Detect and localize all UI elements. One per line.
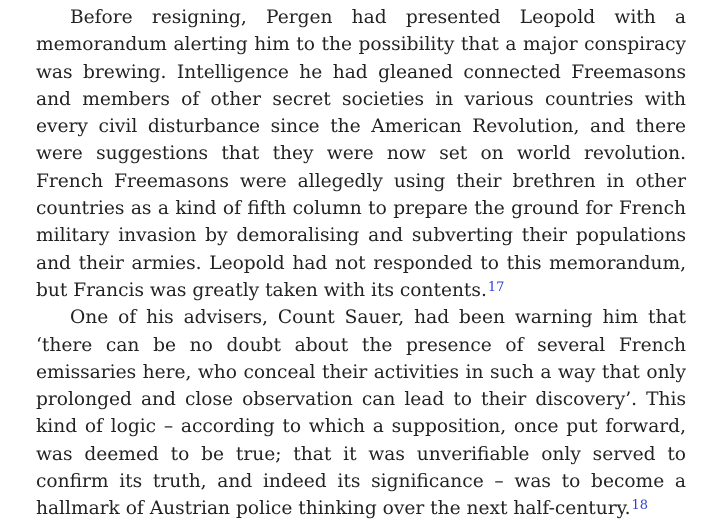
footnote-link-17[interactable]: 17 bbox=[487, 279, 505, 295]
paragraph-count-sauer bbox=[36, 304, 686, 522]
footnote-link-18[interactable]: 18 bbox=[631, 498, 649, 514]
paragraph-text: One of his advisers, Count Sauer, had been warning him that ‘there can be no doubt about the presence of several French emissaries here, who conceal their activities in such a way that only prolonged and close observation can lead to their discovery’. This kind of logic – according to which a supposition, once put forward, was deemed to be true; that it was unverifiable only served to confirm its truth, and indeed its significance – was to become a hallmark of Austrian police thinking over the next half-century. bbox=[36, 307, 686, 520]
previous-line-fragment bbox=[244, 0, 364, 1]
paragraph-text: Before resigning, Pergen had presented Leopold with a memorandum alerting him to the possibility that a major conspiracy was brewing. Intelligence he had gleaned connected Freemasons and members of other secret societies in various countries with every civil disturbance since the American Revolution, and there were suggestions that they were now set on world revolution. French Freemasons were allegedly using their brethren in other countries as a kind of fifth column to prepare the ground for French military invasion by demoralising and subverting their populations and their armies. Leopold had not responded to this memorandum, but Francis was greatly taken with its contents. bbox=[36, 7, 686, 301]
paragraph-pergen-memorandum bbox=[36, 4, 686, 304]
book-page-text bbox=[36, 4, 686, 523]
